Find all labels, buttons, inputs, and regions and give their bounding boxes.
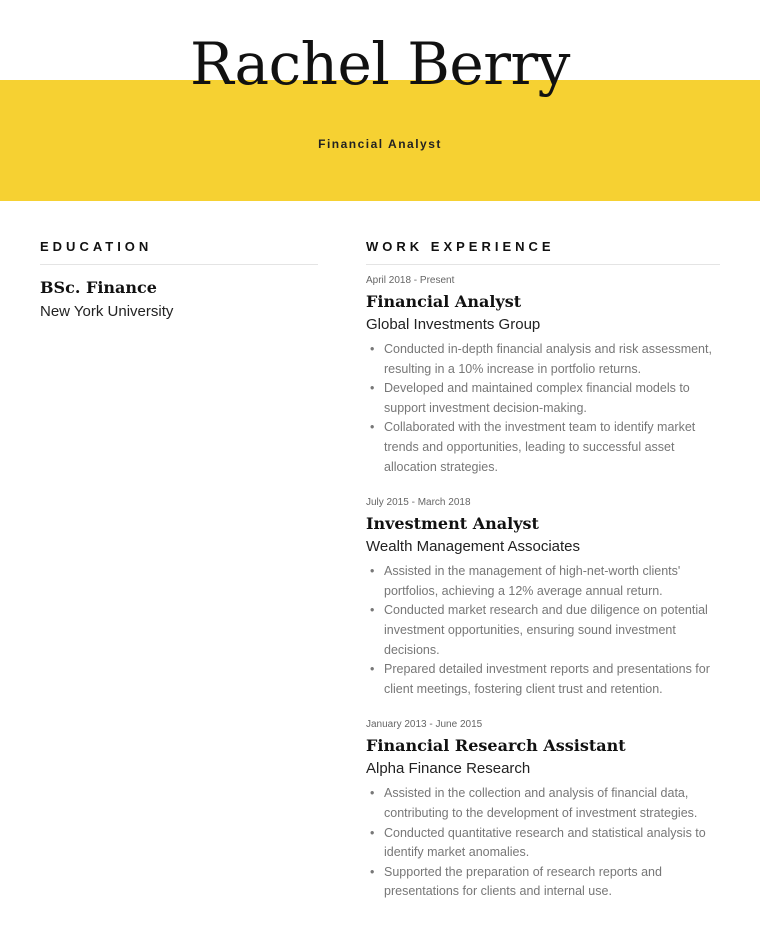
education-entry [40, 278, 318, 320]
job-company: Global Investments Group [366, 316, 541, 333]
job-bullet-list [366, 784, 720, 902]
job-company: Alpha Finance Research [366, 760, 531, 778]
education-school: New York University [40, 303, 174, 320]
job-bullet: • Conducted in-depth financial analysis and risk assessment, resulting in a 10% increase in portfolio returns. [366, 340, 720, 379]
job-bullet: • Conducted quantitative research and statistical analysis to identify market anomalies. [366, 824, 720, 863]
job-entry [366, 497, 720, 699]
job-dates: July 2015 - March 2018 [366, 497, 471, 509]
work-experience-heading: WORK EXPERIENCE [366, 239, 720, 265]
job-role: Financial Analyst [366, 292, 522, 311]
work-experience-section [366, 239, 720, 902]
job-bullet: • Prepared detailed investment reports and presentations for client meetings, fostering client trust and retention. [366, 660, 720, 699]
candidate-name: Rachel Berry [190, 30, 570, 98]
education-heading: EDUCATION [40, 239, 318, 265]
job-dates: January 2013 - June 2015 [366, 719, 483, 731]
job-bullet: • Supported the preparation of research reports and presentations for clients and internal use. [366, 863, 720, 902]
job-company: Wealth Management Associates [366, 538, 581, 556]
job-bullet: • Conducted market research and due diligence on potential investment opportunities, ensuring sound investment decisions. [366, 601, 720, 660]
job-entry [366, 719, 720, 902]
job-role: Investment Analyst [366, 514, 539, 534]
job-bullet-list [366, 562, 720, 699]
job-bullet: • Developed and maintained complex financial models to support investment decision-making. [366, 379, 720, 418]
education-degree: BSc. Finance [40, 278, 157, 297]
job-bullet: • Collaborated with the investment team to identify market trends and opportunities, leading to successful asset allocation strategies. [366, 418, 720, 477]
job-role: Financial Research Assistant [366, 736, 626, 756]
education-section [40, 239, 318, 320]
job-bullet-list [366, 340, 720, 477]
candidate-title: Financial Analyst [318, 137, 442, 151]
job-bullet: • Assisted in the management of high-net-worth clients' portfolios, achieving a 12% average annual return. [366, 562, 720, 601]
job-entry [366, 275, 720, 477]
job-bullet: • Assisted in the collection and analysis of financial data, contributing to the development of investment strategies. [366, 784, 720, 823]
job-dates: April 2018 - Present [366, 275, 455, 286]
